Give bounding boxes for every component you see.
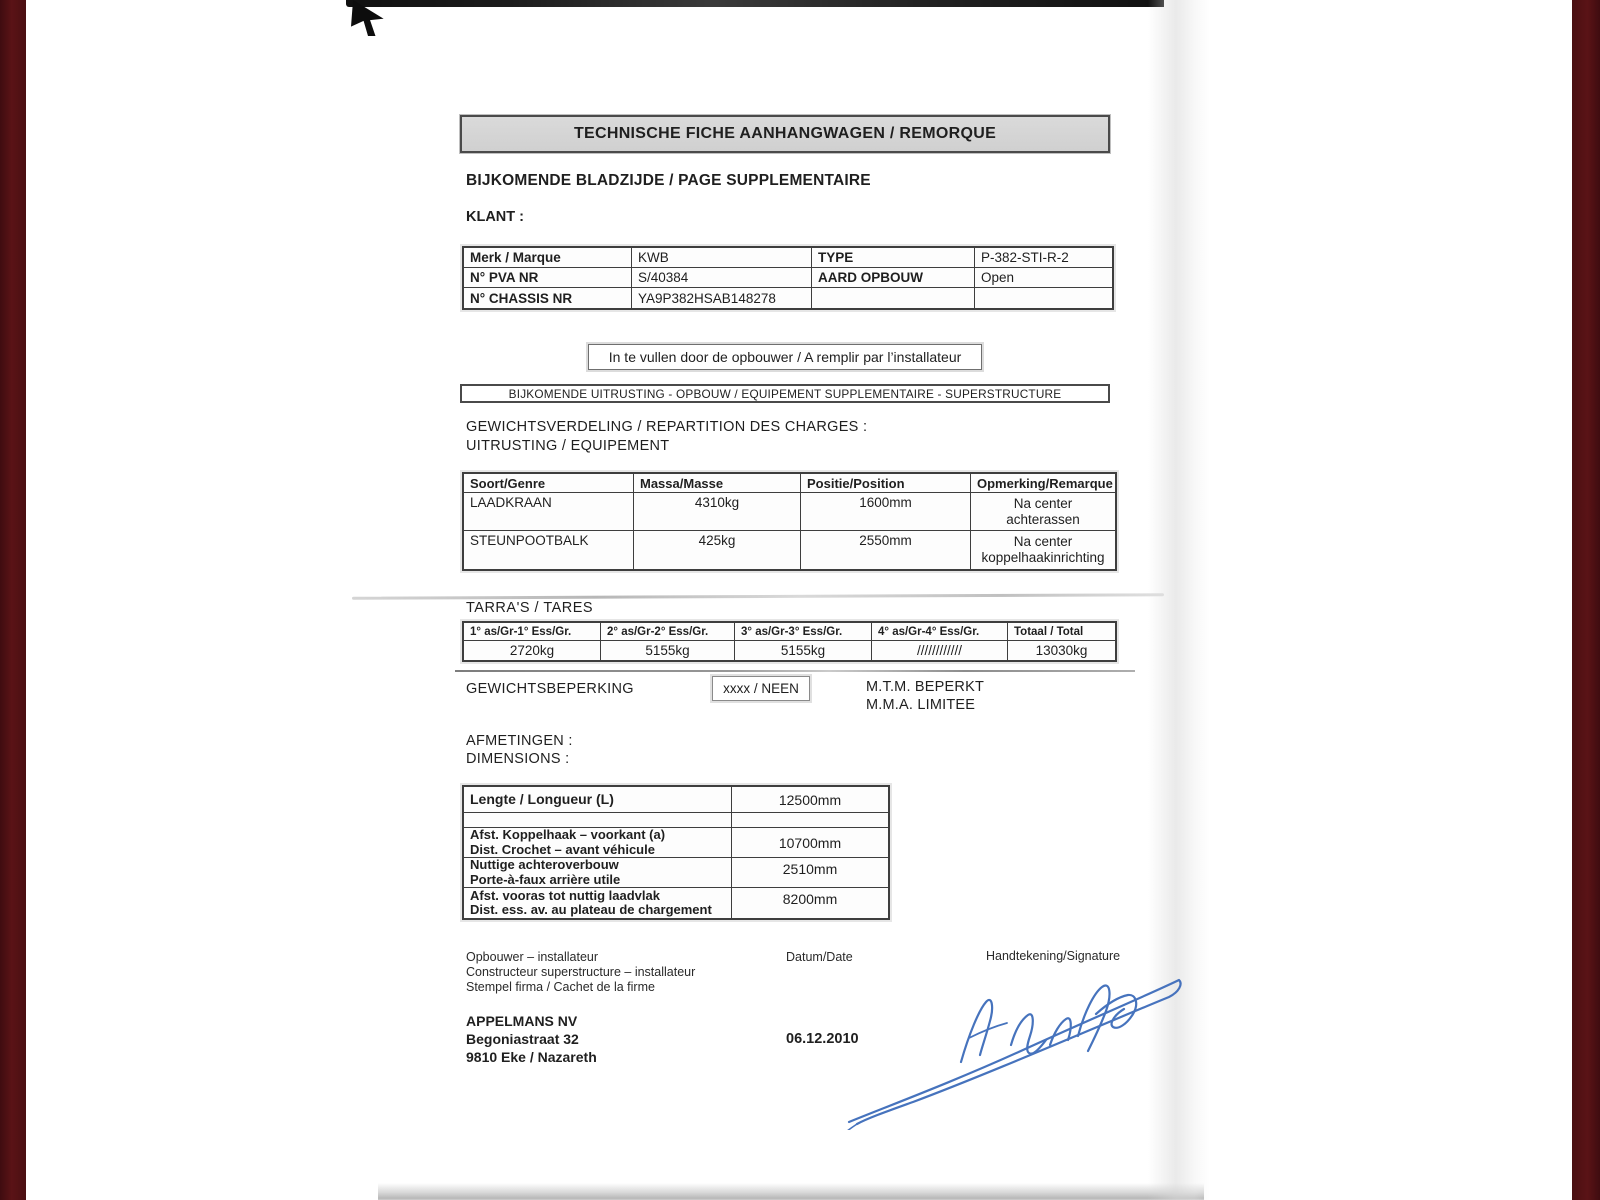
vehicle-cell: KWB — [632, 248, 812, 268]
dimension-label — [464, 858, 732, 888]
superstructure-banner: BIJKOMENDE UITRUSTING - OPBOUW / EQUIPEMENT SUPPLEMENTAIRE - SUPERSTRUCTURE — [460, 384, 1110, 403]
vehicle-cell: TYPE — [812, 248, 975, 268]
dimension-label — [464, 787, 732, 813]
company-street: Begoniastraat 32 — [466, 1031, 579, 1047]
dimension-value: 12500mm — [732, 787, 888, 813]
equipment-remark-line: Na center — [1013, 495, 1073, 511]
vehicle-cell: YA9P382HSAB148278 — [632, 288, 812, 308]
paper-crease-upper — [352, 593, 1164, 600]
vehicle-cell — [812, 288, 975, 308]
date-label: Datum/Date — [786, 950, 853, 964]
document-title: TECHNISCHE FICHE AANHANGWAGEN / REMORQUE — [460, 115, 1110, 153]
dimension-label-nl: Afst. vooras tot nuttig laadvlak — [470, 888, 660, 903]
dimension-value: 2510mm — [732, 858, 888, 888]
equipment-cell: 425kg — [634, 531, 801, 569]
weight-restriction-value: xxxx / NEEN — [712, 676, 810, 701]
paper-top-edge — [346, 0, 1164, 7]
equipment-remark-line: koppelhaakinrichting — [981, 550, 1105, 565]
dimension-label-nl: Nuttige achteroverbouw — [470, 858, 619, 872]
weights-heading-2: UITRUSTING / EQUIPEMENT — [466, 438, 670, 454]
equipment-cell: LAADKRAAN — [464, 493, 634, 531]
vehicle-cell: Merk / Marque — [464, 248, 632, 268]
tares-value: 2720kg — [464, 641, 601, 660]
vehicle-cell: N° CHASSIS NR — [464, 288, 632, 308]
signature-label: Handtekening/Signature — [986, 949, 1121, 963]
dimension-label-nl: Afst. Koppelhaak – voorkant (a) — [470, 828, 666, 842]
equipment-remark-line: Na center — [1013, 534, 1073, 549]
equipment-cell — [971, 531, 1115, 569]
tares-header: 2° as/Gr-2° Ess/Gr. — [601, 623, 735, 641]
equipment-header: Massa/Masse — [634, 474, 801, 493]
equipment-remark-line: achterassen — [1006, 511, 1080, 527]
mtm-note-1: M.T.M. BEPERKT — [866, 679, 985, 695]
installer-note: In te vullen door de opbouwer / A remplir par l’installateur — [588, 344, 982, 370]
vehicle-id-table — [462, 246, 1114, 310]
tares-value: 5155kg — [601, 641, 735, 660]
tares-header: Totaal / Total — [1008, 623, 1115, 641]
document-subtitle: BIJKOMENDE BLADZIJDE / PAGE SUPPLEMENTAIRE — [466, 172, 871, 189]
vehicle-cell: P-382-STI-R-2 — [975, 248, 1112, 268]
equipment-cell: 4310kg — [634, 493, 801, 531]
builder-label-1: Opbouwer – installateur — [466, 950, 599, 964]
paper-bottom-edge — [378, 1183, 1204, 1200]
equipment-header: Opmerking/Remarque — [971, 474, 1115, 493]
dimension-label-fr: Dist. ess. av. au plateau de chargement — [470, 902, 712, 917]
tares-header: 1° as/Gr-1° Ess/Gr. — [464, 623, 601, 641]
equipment-cell: STEUNPOOTBALK — [464, 531, 634, 569]
tares-value: //////////// — [872, 641, 1008, 660]
weight-restriction-label: GEWICHTSBEPERKING — [466, 681, 634, 697]
dimension-label-fr: Porte-à-faux arrière utile — [470, 871, 621, 887]
builder-label-3: Stempel firma / Cachet de la firme — [466, 980, 655, 994]
builder-label-2: Constructeur superstructure – installateur — [466, 965, 696, 979]
dimension-empty-row — [732, 813, 888, 828]
mtm-note-2: M.M.A. LIMITEE — [866, 697, 976, 713]
dimension-label-nl: Lengte / Longueur (L) — [470, 791, 614, 808]
dimensions-heading-1: AFMETINGEN : — [466, 733, 573, 749]
vehicle-cell: Open — [975, 268, 1112, 288]
vehicle-cell: AARD OPBOUW — [812, 268, 975, 288]
dimension-label — [464, 828, 732, 858]
dimension-label — [464, 888, 732, 918]
handwritten-signature — [843, 950, 1188, 1130]
equipment-cell: 2550mm — [801, 531, 971, 569]
scan-edge-right — [1572, 0, 1600, 1200]
dimension-empty-row — [464, 813, 732, 828]
weights-heading-1: GEWICHTSVERDELING / REPARTITION DES CHARGES : — [466, 419, 868, 435]
vehicle-cell: S/40384 — [632, 268, 812, 288]
tares-heading: TARRA'S / TARES — [466, 600, 594, 616]
tares-header: 4° as/Gr-4° Ess/Gr. — [872, 623, 1008, 641]
vehicle-cell: N° PVA NR — [464, 268, 632, 288]
company-name: APPELMANS NV — [466, 1013, 578, 1029]
equipment-cell — [971, 493, 1115, 531]
dimension-value: 8200mm — [782, 891, 838, 907]
equipment-header: Positie/Position — [801, 474, 971, 493]
equipment-header: Soort/Genre — [464, 474, 634, 493]
dimensions-table — [462, 785, 890, 920]
dimension-value: 10700mm — [732, 828, 888, 858]
tares-header: 3° as/Gr-3° Ess/Gr. — [735, 623, 872, 641]
company-city: 9810 Eke / Nazareth — [466, 1049, 597, 1065]
date-value: 06.12.2010 — [786, 1031, 859, 1047]
tares-value: 5155kg — [735, 641, 872, 660]
client-label: KLANT : — [466, 209, 524, 225]
equipment-table — [462, 472, 1117, 571]
tares-value: 13030kg — [1035, 643, 1088, 658]
tares-table — [462, 621, 1117, 662]
dimension-label-fr: Dist. Crochet – avant véhicule — [470, 841, 655, 857]
scan-edge-left — [0, 0, 26, 1200]
dimensions-heading-2: DIMENSIONS : — [466, 751, 570, 767]
equipment-cell: 1600mm — [801, 493, 971, 531]
paper-crease-lower — [455, 670, 1135, 672]
vehicle-cell — [975, 288, 1112, 308]
